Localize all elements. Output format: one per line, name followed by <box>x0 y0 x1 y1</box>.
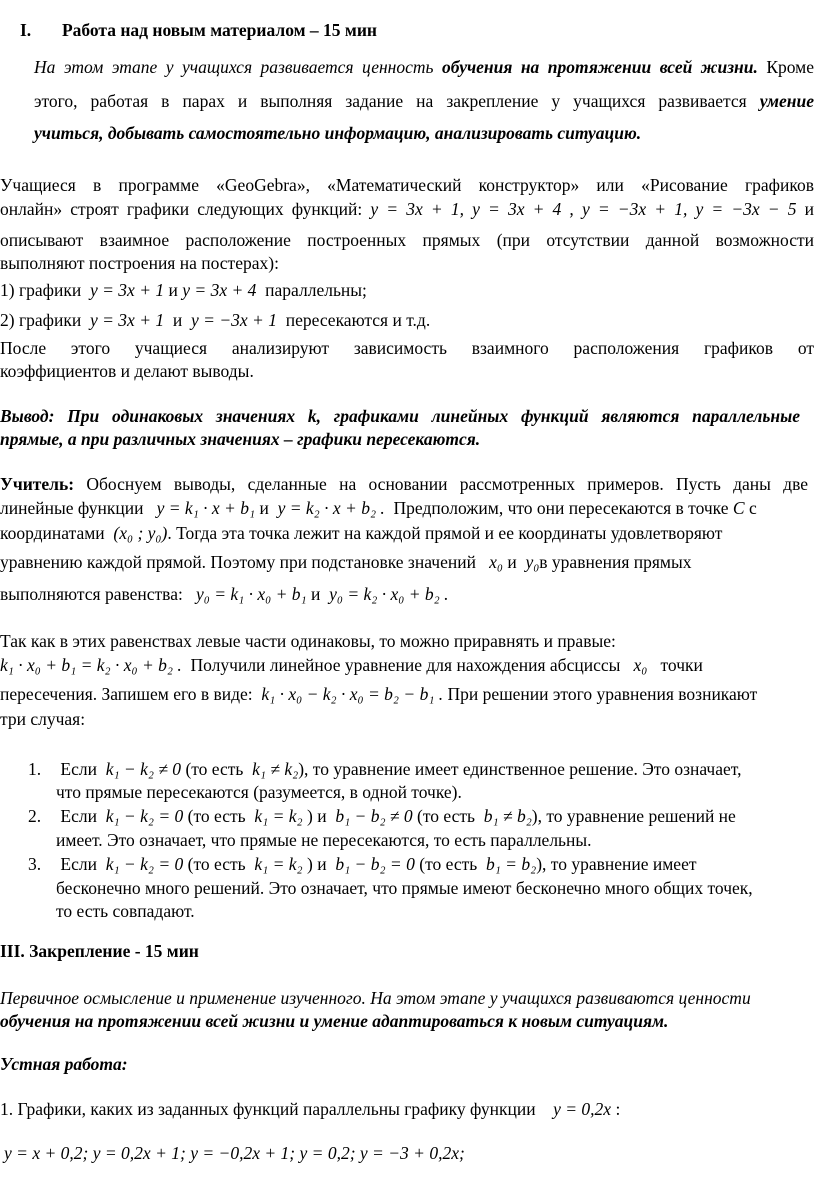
t4-and: и <box>507 552 517 572</box>
case1-f2: k₁ ≠ k₂ <box>252 759 299 779</box>
t2-b: Предположим, что они пересекаются в точке <box>393 498 729 518</box>
t3-point: (x₀ ; y₀) <box>113 523 168 543</box>
task-line4: выполняют построения на постерах): <box>0 253 279 273</box>
case-3-line3: то есть совпадают. <box>56 901 195 921</box>
case2-c: ) и <box>307 806 327 826</box>
t2-point-c: C <box>732 498 745 518</box>
case2-f3: b₁ − b₂ ≠ 0 <box>335 806 413 826</box>
t5-eq1: y₀ = k₁ · x₀ + b₁ <box>195 584 307 604</box>
section1-heading-text: Работа над новым материалом – 15 мин <box>61 20 378 40</box>
teacher-line4 <box>0 551 692 573</box>
d3-eq: k₁ · x₀ − k₂ · x₀ = b₂ − b₁ . <box>261 684 444 704</box>
teacher-line5 <box>0 583 449 605</box>
case3-e: ), то уравнение имеет <box>536 854 697 874</box>
t2-a: линейные функции <box>0 498 144 518</box>
section3-intro2: обучения на протяжении всей жизни и умение адаптироваться к новым ситуациям. <box>0 1011 669 1031</box>
task-line2-text: онлайн» строят графики следующих функций: <box>0 199 363 219</box>
t4-x0: x₀ <box>489 552 503 572</box>
item1-label: 1) графики <box>0 280 82 300</box>
derivation-line2 <box>0 654 703 676</box>
teacher-line1 <box>0 473 808 495</box>
case3-c: ) и <box>307 854 327 874</box>
func-3: y = −3x + 1, <box>581 199 688 219</box>
case3-d: (то есть <box>419 854 478 874</box>
conclusion-line1: Вывод: При одинаковых значениях k, графиками линейных функций являются параллельные <box>0 406 800 426</box>
case3-f1: k₁ − k₂ = 0 <box>105 854 184 874</box>
case2-e: ), то уравнение решений не <box>531 806 736 826</box>
task-line2-end: и <box>804 199 815 219</box>
section1-intro-line2 <box>34 90 814 112</box>
case3-num: 3. <box>28 854 42 874</box>
section1-intro-line1 <box>34 56 814 78</box>
item1-end: параллельны; <box>265 280 367 300</box>
intro-italic: На этом этапе у учащихся развивается ценность <box>34 57 434 77</box>
case3-f3: b₁ − b₂ = 0 <box>335 854 415 874</box>
case2-b: (то есть <box>187 806 246 826</box>
case3-a: Если <box>60 854 97 874</box>
t2-and: и <box>259 498 269 518</box>
case-3-line2: бесконечно много решений. Это означает, что прямые имеют бесконечно много общих точек, <box>56 878 753 898</box>
t4-y0: y₀ <box>525 552 540 572</box>
case1-num: 1. <box>28 759 42 779</box>
intro-rest: Кроме <box>766 57 815 77</box>
conclusion-line2: прямые, а при различных значениях – графики пересекаются. <box>0 429 481 449</box>
d3-b: При решении этого уравнения возникают <box>447 684 758 704</box>
case1-f1: k₁ − k₂ ≠ 0 <box>105 759 182 779</box>
d3-a: пересечения. Запишем его в виде: <box>0 684 253 704</box>
t4-a: уравнению каждой прямой. Поэтому при подстановке значений <box>0 552 476 572</box>
case-1 <box>28 758 741 780</box>
task-line1: Учащиеся в программе «GeoGebra», «Математический конструктор» или «Рисование графиков <box>0 175 814 195</box>
oral-work-heading: Устная работа: <box>0 1054 128 1074</box>
case2-d: (то есть <box>417 806 476 826</box>
intro-skill: умение <box>759 91 814 111</box>
case-2-line2: имеет. Это означает, что прямые не пересекаются, то есть параллельны. <box>56 830 592 850</box>
case-2 <box>28 805 736 827</box>
t3-a: координатами <box>0 523 105 543</box>
teacher-line2 <box>0 497 757 519</box>
question-1-functions: y = x + 0,2; y = 0,2x + 1; y = −0,2x + 1; y = 0,2; y = −3 + 0,2x; <box>4 1143 465 1163</box>
intro-bolditalic: обучения на протяжении всей жизни. <box>441 57 758 77</box>
intro-plain: этого, работая в парах и выполняя задание на закрепление у учащихся развивается <box>34 91 747 111</box>
item2-end: пересекаются и т.д. <box>285 310 431 330</box>
section3-heading: III. Закрепление - 15 мин <box>0 941 199 961</box>
task-line3: описывают взаимное расположение построенных прямых (при отсутствии данной возможности <box>0 230 814 250</box>
t5-eq2: y₀ = k₂ · x₀ + b₂ . <box>329 584 449 604</box>
case1-a: Если <box>60 759 97 779</box>
task-after2: коэффициентов и делают выводы. <box>0 361 254 381</box>
t2-c: с <box>748 498 757 518</box>
d2-c: точки <box>660 655 703 675</box>
item1-func2: y = 3x + 4 <box>182 280 257 300</box>
item1-func1: y = 3x + 1 <box>89 280 165 300</box>
item2-func2: y = −3x + 1 <box>191 310 277 330</box>
t4-b: в уравнения прямых <box>539 552 692 572</box>
case3-f4: b₁ = b₂ <box>485 854 537 874</box>
func-1: y = 3x + 1, <box>370 199 464 219</box>
case2-f1: k₁ − k₂ = 0 <box>105 806 184 826</box>
t5-a: выполняются равенства: <box>0 584 183 604</box>
case-3 <box>28 853 696 875</box>
q1-func: y = 0,2x <box>553 1099 612 1119</box>
t3-b: . Тогда эта точка лежит на каждой прямой и ее координаты удовлетворяют <box>167 523 723 543</box>
item2-and: и <box>172 310 183 330</box>
task-after1: После этого учащиеся анализируют зависимость взаимного расположения графиков от <box>0 338 814 358</box>
item2-func1: y = 3x + 1 <box>89 310 165 330</box>
case3-f2: k₁ = k₂ <box>254 854 303 874</box>
d2-b: Получили линейное уравнение для нахождения абсциссы <box>190 655 621 675</box>
t2-func2: y = k₂ · x + b₂ . <box>277 498 385 518</box>
func-2: y = 3x + 4 , <box>472 199 574 219</box>
teacher-line3 <box>0 522 722 544</box>
t2-func1: y = k₁ · x + b₁ <box>156 498 256 518</box>
item1-and: и <box>168 280 178 300</box>
item2-label: 2) графики <box>0 310 82 330</box>
derivation-line1: Так как в этих равенствах левые части одинаковы, то можно приравнять и правые: <box>0 631 616 651</box>
q1-text: 1. Графики, каких из заданных функций параллельны графику функции <box>0 1099 536 1119</box>
question-1 <box>0 1098 620 1120</box>
task-item2 <box>0 309 430 331</box>
case2-f4: b₁ ≠ b₂ <box>483 806 532 826</box>
case1-c: ), то уравнение имеет единственное решение. Это означает, <box>298 759 742 779</box>
task-line2 <box>0 198 814 220</box>
case1-b: (то есть <box>185 759 244 779</box>
case3-b: (то есть <box>187 854 246 874</box>
derivation-line3 <box>0 683 757 705</box>
case2-a: Если <box>60 806 97 826</box>
t5-and: и <box>310 584 321 604</box>
func-4: y = −3x − 5 <box>695 199 797 219</box>
section1-heading-num: I. <box>20 20 32 40</box>
d2-x0: x₀ <box>633 655 648 675</box>
case-1-line2: что прямые пересекаются (разумеется, в одной точке). <box>56 782 462 802</box>
teacher-label: Учитель: <box>0 474 75 494</box>
case2-num: 2. <box>28 806 42 826</box>
section1-intro-line3: учиться, добывать самостоятельно информацию, анализировать ситуацию. <box>34 123 642 143</box>
teacher-line1-rest: Обоснуем выводы, сделанные на основании рассмотренных примеров. Пусть даны две <box>86 474 809 494</box>
section3-intro1: Первичное осмысление и применение изученного. На этом этапе у учащихся развиваются ценности <box>0 988 751 1008</box>
derivation-line4: три случая: <box>0 709 86 729</box>
section1-heading <box>20 19 377 41</box>
q1-colon: : <box>615 1099 621 1119</box>
task-item1 <box>0 279 367 301</box>
d2-eq: k₁ · x₀ + b₁ = k₂ · x₀ + b₂ . <box>0 655 182 675</box>
case2-f2: k₁ = k₂ <box>254 806 303 826</box>
